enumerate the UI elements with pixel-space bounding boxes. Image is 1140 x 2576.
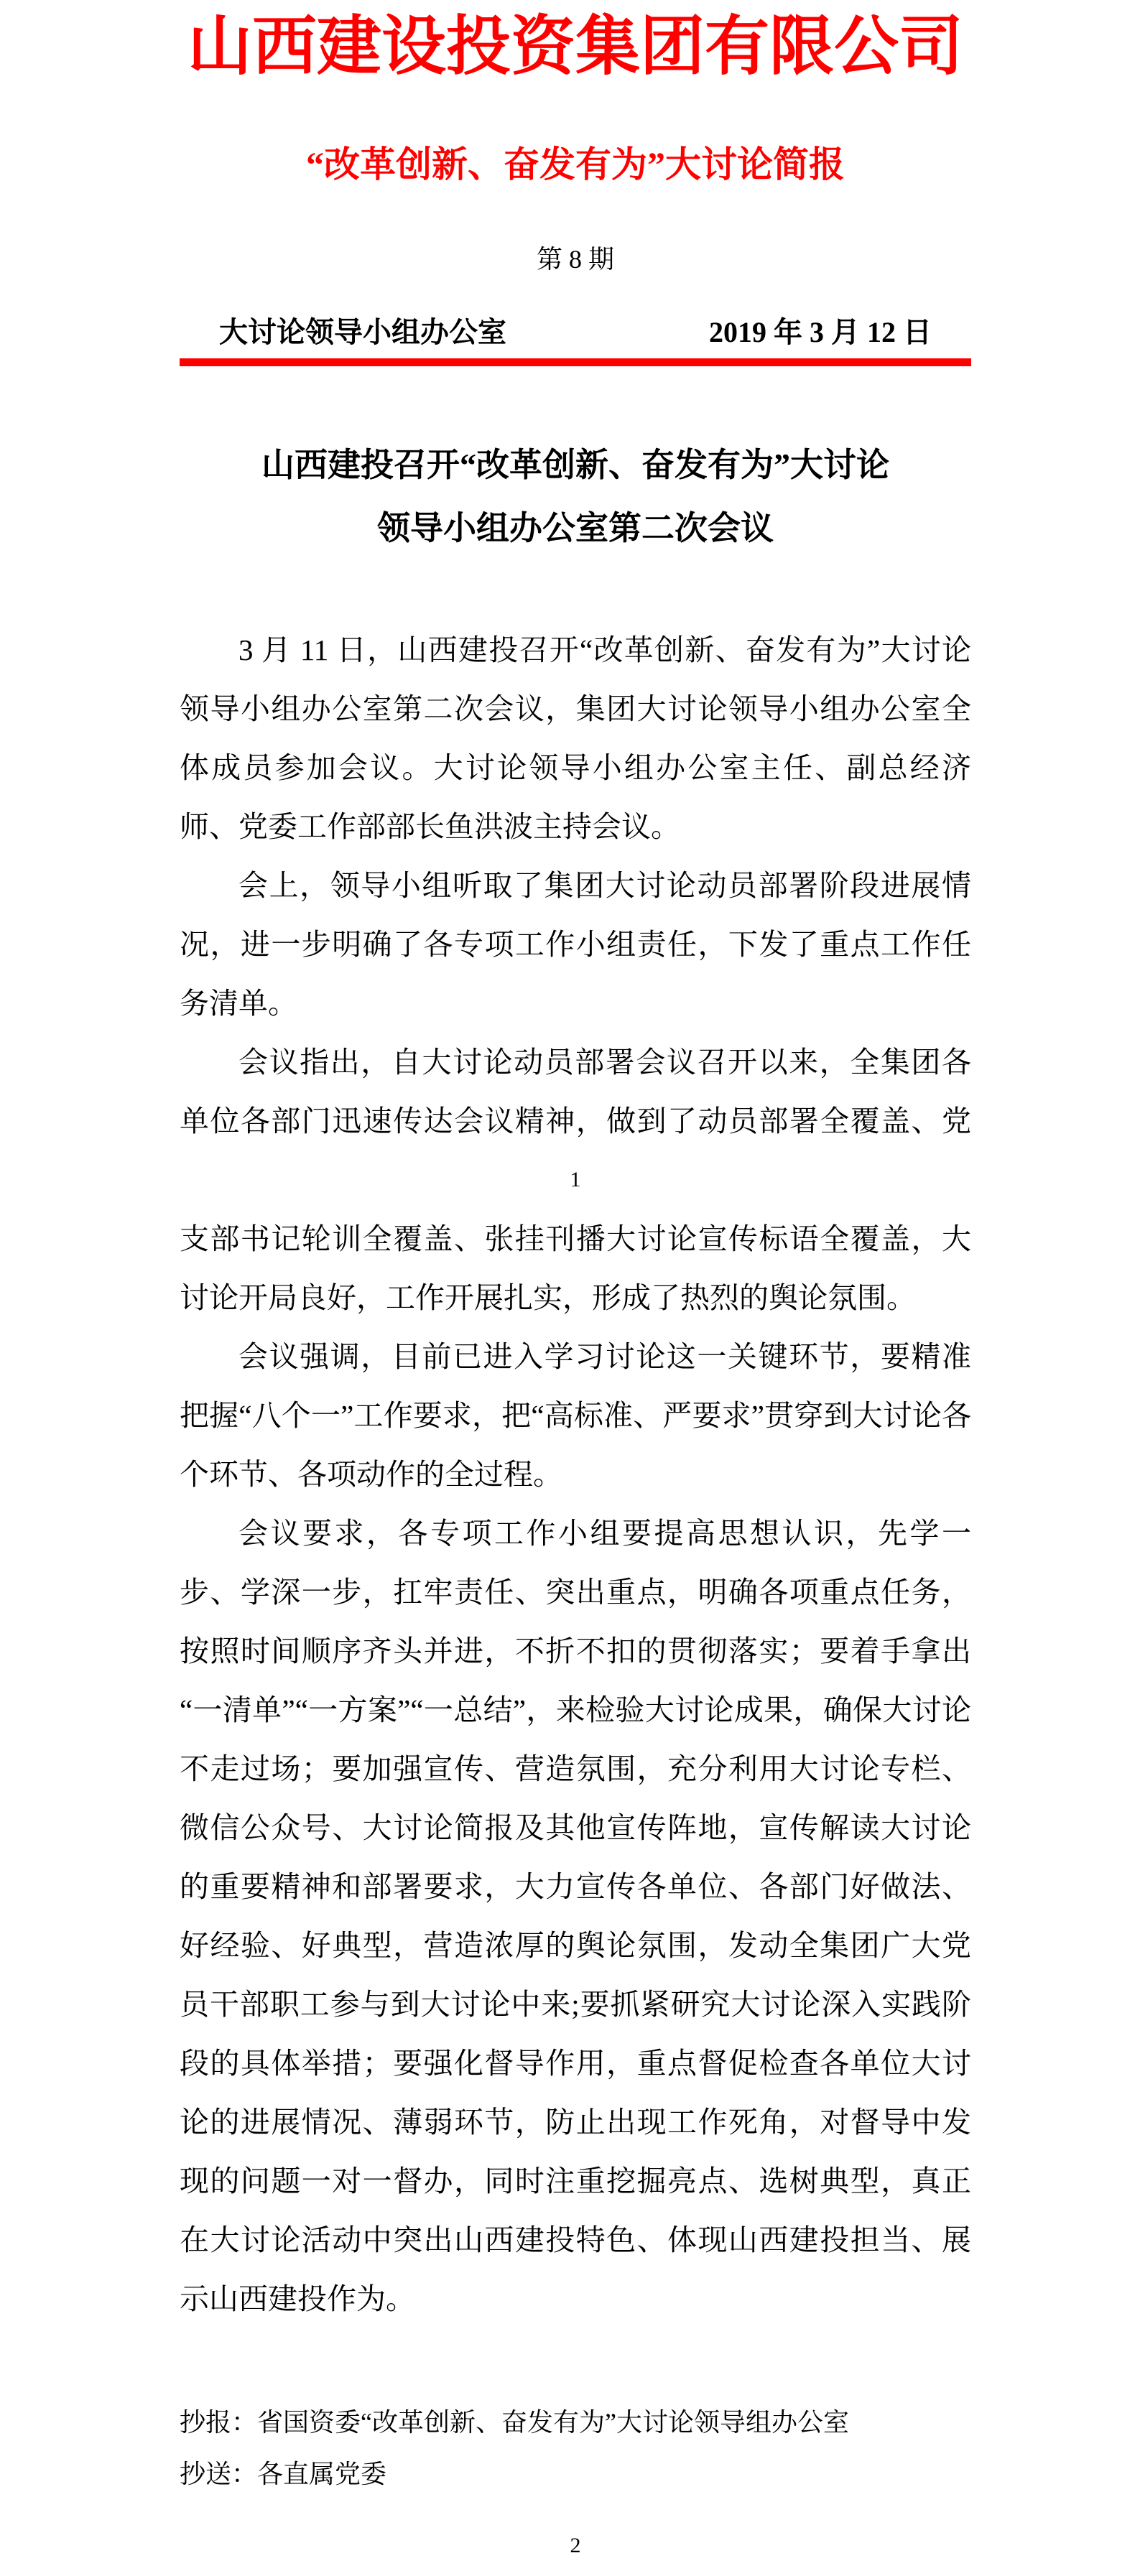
body-paragraph-3-before-break: 会议指出，自大讨论动员部署会议召开以来，全集团各单位各部门迅速传达会议精神，做到了动员部署全覆盖、党 xyxy=(180,1046,971,1138)
article-title xyxy=(180,434,971,560)
body-paragraph-1: 3 月 11 日，山西建投召开“改革创新、奋发有为”大讨论领导小组办公室第二次会议，集团大讨论领导小组办公室全体成员参加会议。大讨论领导小组办公室主任、副总经济师、党委工作部部长鱼洪波主持会议。 xyxy=(180,633,971,843)
article-title-line-2: 领导小组办公室第二次会议 xyxy=(377,510,774,547)
red-divider-rule xyxy=(180,358,971,366)
meta-row xyxy=(180,315,971,350)
body-paragraph-2: 会上，领导小组听取了集团大讨论动员部署阶段进展情况，进一步明确了各专项工作小组责任，下发了重点工作任务清单。 xyxy=(180,869,971,1020)
article-body xyxy=(180,620,971,2328)
article xyxy=(180,366,971,2328)
org-name: 山西建设投资集团有限公司 xyxy=(187,11,963,83)
issuing-office: 大讨论领导小组办公室 xyxy=(219,316,506,348)
body-paragraph-5: 会议要求，各专项工作小组要提高思想认识，先学一步、学深一步，扛牢责任、突出重点，明确各项重点任务，按照时间顺序齐头并进，不折不扣的贯彻落实；要着手拿出“一清单”“一方案”“一总结”，来检验大讨论成果，确保大讨论不走过场；要加强宣传、营造氛围，充分利用大讨论专栏、微信公众号、大讨论简报及其他宣传阵地，宣传解读大讨论的重要精神和部署要求，大力宣传各单位、各部门好做法、好经验、好典型，营造浓厚的舆论氛围，发动全集团广大党员干部职工参与到大讨论中来;要抓紧研究大讨论深入实践阶段的具体举措；要强化督导作用，重点督促检查各单位大讨论的进展情况、薄弱环节，防止出现工作死角，对督导中发现的问题一对一督办，同时注重挖掘亮点、选树典型，真正在大讨论活动中突出山西建投特色、体现山西建投担当、展示山西建投作为。 xyxy=(180,1517,971,2315)
bulletin-title: “改革创新、奋发有为”大讨论简报 xyxy=(306,144,845,185)
issue-date: 2019 年 3 月 12 日 xyxy=(709,316,932,348)
article-title-line-1: 山西建投召开“改革创新、奋发有为”大讨论 xyxy=(261,447,889,483)
document-footer xyxy=(180,2353,971,2563)
page-number-1: 1 xyxy=(570,1168,581,1191)
copy-report-line: 抄报：省国资委“改革创新、奋发有为”大讨论领导组办公室 xyxy=(180,2408,849,2437)
page-number-2: 2 xyxy=(570,2534,581,2557)
body-paragraph-4: 会议强调，目前已进入学习讨论这一关键环节，要精准把握“八个一”工作要求，把“高标准、严要求”贯穿到大讨论各个环节、各项动作的全过程。 xyxy=(180,1340,971,1491)
issue-number: 第 8 期 xyxy=(536,245,614,274)
masthead xyxy=(180,10,971,366)
copy-send-line: 抄送：各直属党委 xyxy=(180,2460,387,2488)
body-paragraph-3-after-break: 支部书记轮训全覆盖、张挂刊播大讨论宣传标语全覆盖，大讨论开局良好，工作开展扎实，形成了热烈的舆论氛围。 xyxy=(180,1222,971,1314)
